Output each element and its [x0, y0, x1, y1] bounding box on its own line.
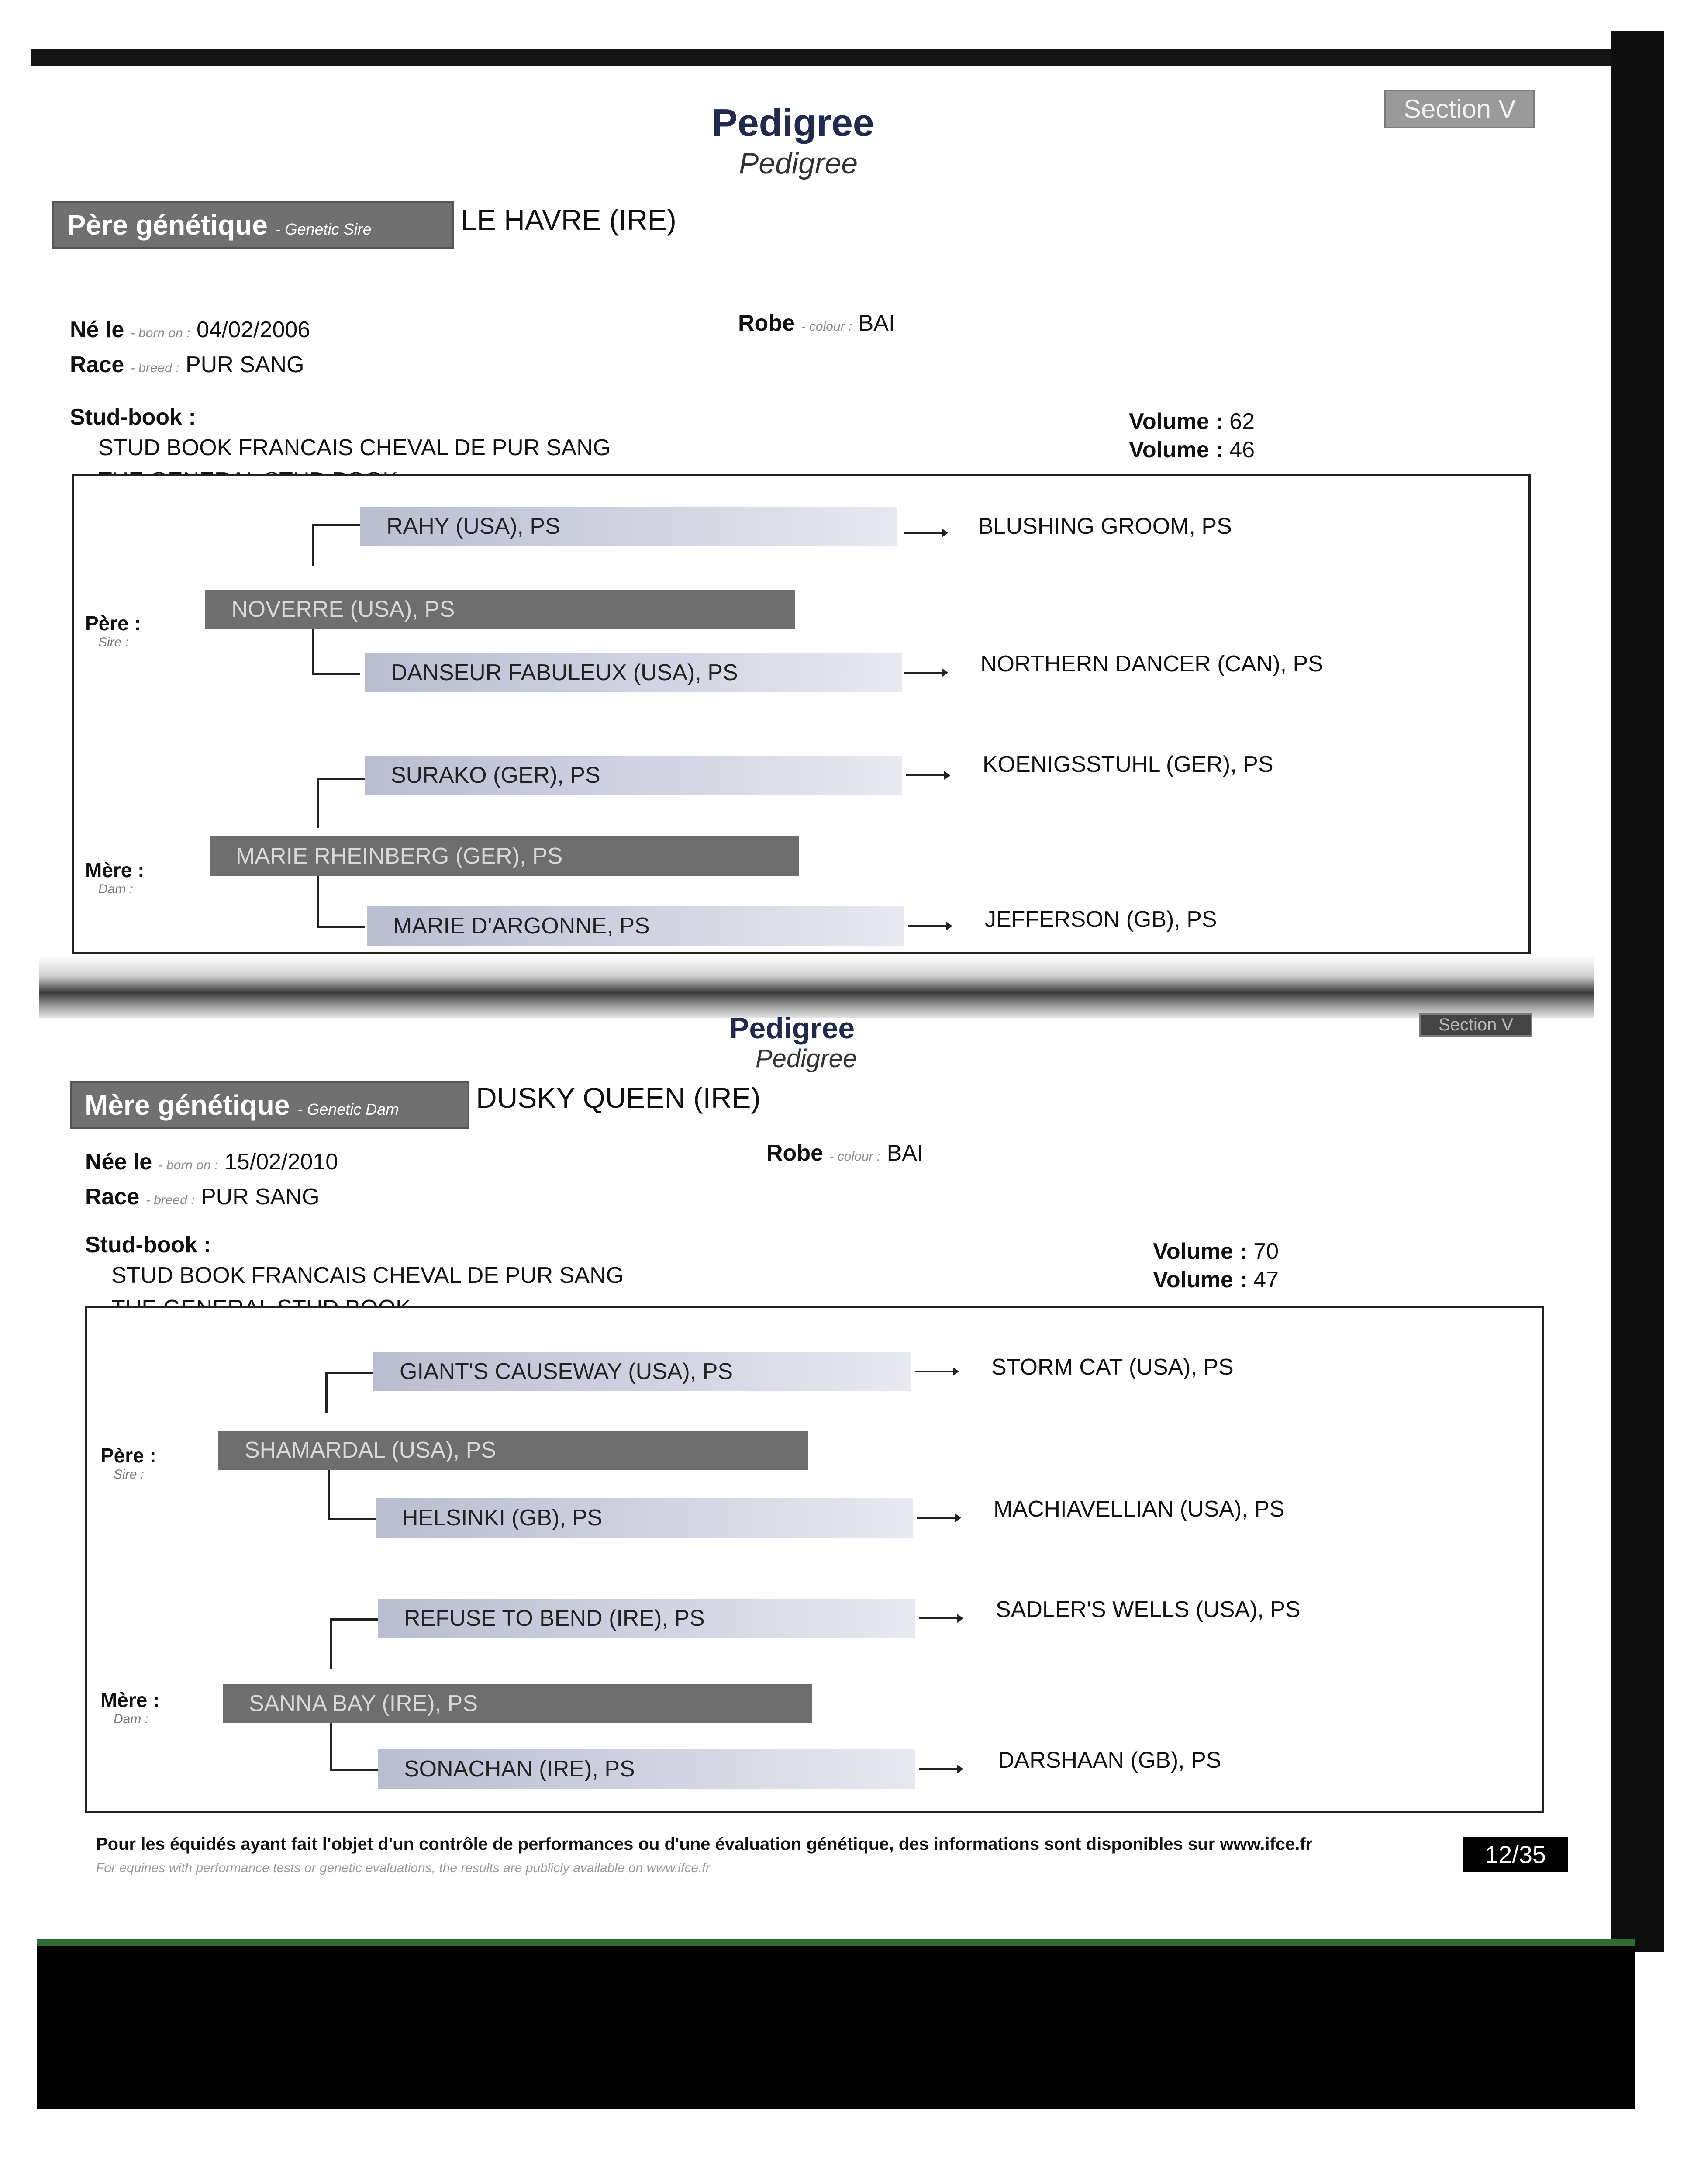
sire-volume-2: Volume : 46	[1129, 437, 1255, 463]
connector	[330, 1618, 378, 1621]
dam-sire-sire: SADLER'S WELLS (USA), PS	[996, 1597, 1301, 1622]
dam-role: Mère : Dam :	[85, 859, 145, 896]
sire-dam-box: HELSINKI (GB), PS	[376, 1498, 913, 1538]
genetic-sire-label-en: - Genetic Sire	[275, 220, 372, 238]
arrow	[919, 1617, 961, 1619]
arrow	[904, 532, 945, 534]
connector	[312, 524, 360, 526]
pedigree-title-bottom: Pedigree	[729, 1012, 855, 1045]
dam-born-en: - born on :	[158, 1158, 218, 1172]
dam-name: DUSKY QUEEN (IRE)	[476, 1082, 761, 1114]
dam-volume-2: Volume : 47	[1153, 1267, 1279, 1292]
sire-studbook-line-1: STUD BOOK FRANCAIS CHEVAL DE PUR SANG	[98, 435, 611, 460]
sire-born	[70, 317, 310, 343]
dam-born-label: Née le	[85, 1149, 152, 1175]
sire-sire-box: GIANT'S CAUSEWAY (USA), PS	[373, 1352, 911, 1391]
connector	[317, 778, 319, 828]
section-badge: Section V	[1384, 90, 1535, 128]
dam-breed-value: PUR SANG	[200, 1184, 320, 1209]
sire-studbook-label: Stud-book :	[70, 404, 196, 430]
dam-dam-sire: JEFFERSON (GB), PS	[985, 907, 1217, 932]
connector	[312, 524, 314, 566]
sire-box: SHAMARDAL (USA), PS	[218, 1431, 808, 1470]
dam-colour-en: - colour :	[829, 1149, 881, 1164]
dam-page	[39, 1012, 1594, 1944]
connector	[325, 1372, 373, 1374]
sire-born-en: - born on :	[130, 326, 190, 340]
sire-pedigree-tree	[72, 474, 1531, 954]
sire-role: Père : Sire :	[100, 1444, 156, 1482]
dam-sire-box: REFUSE TO BEND (IRE), PS	[378, 1599, 915, 1638]
dam-volume-1: Volume : 70	[1153, 1239, 1279, 1264]
sire-colour-label: Robe	[738, 311, 795, 336]
arrow	[915, 1371, 956, 1372]
connector	[317, 778, 365, 780]
genetic-sire-label-fr: Père génétique	[67, 209, 268, 241]
sire-name: LE HAVRE (IRE)	[461, 204, 676, 236]
sire-page	[35, 66, 1563, 957]
sire-dam-sire: NORTHERN DANCER (CAN), PS	[980, 651, 1323, 677]
connector	[312, 625, 314, 673]
connector	[330, 1717, 332, 1769]
arrow	[919, 1768, 961, 1770]
dam-sire-sire: KOENIGSSTUHL (GER), PS	[983, 752, 1273, 777]
footer-text-fr: Pour les équidés ayant fait l'objet d'un contrôle de performances ou d'une évaluation génétique, des informations sont disponibles sur www.ifce.fr	[96, 1835, 1313, 1854]
arrow	[906, 774, 948, 776]
footer-text-en: For equines with performance tests or genetic evaluations, the results are publicly available on www.ifce.fr	[96, 1861, 710, 1875]
dam-studbook-line-1: STUD BOOK FRANCAIS CHEVAL DE PUR SANG	[111, 1263, 624, 1288]
pedigree-subtitle-bottom: Pedigree	[756, 1044, 857, 1073]
dam-dam-box: SONACHAN (IRE), PS	[378, 1749, 915, 1789]
dam-role: Mère : Dam :	[100, 1689, 160, 1726]
arrow	[917, 1517, 959, 1519]
connector	[328, 1470, 330, 1518]
scan-bottom-edge	[37, 1939, 1635, 2109]
dam-pedigree-tree	[85, 1306, 1544, 1813]
sire-colour	[738, 310, 895, 336]
sire-born-label: Né le	[70, 317, 124, 342]
dam-colour	[766, 1140, 923, 1166]
scan-edge-right	[1611, 31, 1664, 1952]
dam-breed-en: - breed :	[145, 1193, 195, 1207]
sire-dam-box: DANSEUR FABULEUX (USA), PS	[365, 653, 902, 692]
genetic-dam-label-fr: Mère génétique	[85, 1089, 290, 1121]
sire-breed-value: PUR SANG	[185, 352, 304, 377]
connector	[312, 673, 360, 675]
scan-edge-top	[31, 49, 1625, 66]
arrow	[904, 672, 945, 674]
dam-studbook-label: Stud-book :	[85, 1232, 211, 1258]
connector	[328, 1518, 376, 1520]
sire-breed-label: Race	[70, 352, 124, 377]
sire-born-value: 04/02/2006	[196, 317, 310, 342]
sire-sire-sire: BLUSHING GROOM, PS	[978, 514, 1232, 539]
sire-sire-sire: STORM CAT (USA), PS	[991, 1355, 1234, 1380]
sire-breed	[70, 352, 304, 378]
sire-breed-en: - breed :	[130, 361, 179, 375]
arrow	[908, 925, 950, 927]
dam-dam-sire: DARSHAAN (GB), PS	[998, 1748, 1221, 1773]
sire-dam-sire: MACHIAVELLIAN (USA), PS	[994, 1496, 1285, 1522]
dam-breed-label: Race	[85, 1184, 140, 1209]
genetic-dam-label	[70, 1081, 469, 1129]
sire-sire-box: RAHY (USA), PS	[360, 507, 897, 546]
dam-colour-value: BAI	[887, 1140, 924, 1166]
sire-role: Père : Sire :	[85, 612, 141, 650]
dam-dam-box: MARIE D'ARGONNE, PS	[367, 906, 904, 946]
dam-box: MARIE RHEINBERG (GER), PS	[210, 836, 799, 876]
genetic-dam-label-en: - Genetic Dam	[297, 1100, 399, 1118]
page-number: 12/35	[1463, 1837, 1568, 1872]
connector	[317, 874, 319, 926]
connector	[325, 1372, 328, 1413]
genetic-sire-label	[52, 201, 454, 249]
sire-box: NOVERRE (USA), PS	[205, 590, 795, 629]
sire-colour-value: BAI	[858, 311, 895, 336]
pedigree-subtitle: Pedigree	[739, 147, 858, 180]
connector	[330, 1769, 378, 1771]
dam-born	[85, 1149, 338, 1175]
dam-sire-box: SURAKO (GER), PS	[365, 756, 902, 795]
dam-box: SANNA BAY (IRE), PS	[223, 1684, 812, 1723]
connector	[317, 926, 365, 928]
sire-volume-1: Volume : 62	[1129, 409, 1255, 434]
dam-colour-label: Robe	[766, 1140, 823, 1166]
connector	[330, 1618, 332, 1669]
pedigree-title: Pedigree	[712, 101, 874, 144]
dam-breed	[85, 1184, 320, 1210]
dam-born-value: 15/02/2010	[224, 1149, 338, 1175]
sire-colour-en: - colour :	[801, 319, 852, 334]
section-badge-bottom: Section V	[1419, 1013, 1532, 1037]
